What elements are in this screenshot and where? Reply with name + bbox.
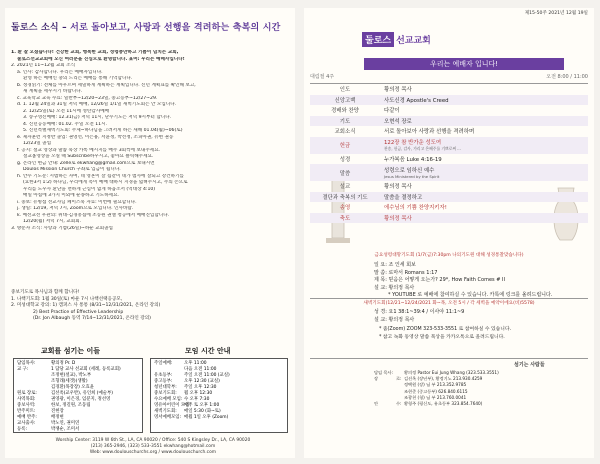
row-label: 주일예배: — [154, 361, 173, 366]
order-label: 기도 — [339, 118, 351, 125]
order-text: 서로 돌아보아 사랑과 선행을 격려하며 — [384, 129, 475, 136]
text-line: 설교홈영상을 오실 때 Subscribe하우시고, 좋아요 클릭해주세요. — [23, 154, 154, 159]
row-label: 중보기도회: — [154, 391, 177, 396]
text-line: 우리를 도우사 환난을 면하게 근심이 없게 하옵소서 (역대상 4:10) — [23, 186, 156, 192]
row-value: 다음 오전 11:00 — [184, 367, 217, 372]
text-line: b. 성경읽기: 전체를 아우르며 세밀하게 계획하는 계획입니다. 신년 계획표를 확인해 보고, — [17, 82, 196, 88]
row-label: 청년대학부: — [154, 385, 177, 390]
text-line: g. 온라인 현금 안내: Zelle로 ekwhang@gmail.com으로 보내시면 — [17, 160, 155, 166]
server-role: 안 — [374, 401, 379, 407]
server-role-suffix: 로: — [396, 376, 402, 382]
text-line: h. 안수 기도문: 시범하는 자여, 네 영혼이 잘 됨같이 네가 범사에 잘되고 강건하기를 — [17, 173, 184, 179]
divider — [310, 298, 588, 299]
order-value — [380, 193, 588, 201]
schedule-box — [150, 358, 288, 433]
text-line: 둘로스선교교회에 오신 여러분을 진심으로 환영합니다. 표어: 우리는 예배자입니다! — [17, 56, 185, 62]
news-title-main: 서로 돌아보고, 사랑과 선행을 격려하는 축복의 시간 — [70, 23, 281, 33]
order-value — [380, 96, 588, 104]
order-row — [310, 154, 588, 165]
left-panel — [5, 8, 295, 458]
text-line: f. 공지: 설교 영상과 말씀 묵상 카톡 메시지를 매주 3회씩에 보내주세요. — [17, 147, 161, 153]
text-line: 중보기도로 목사님과 함께 합니다! — [11, 290, 80, 295]
order-value — [380, 166, 588, 179]
row-label: 교 구: — [17, 367, 29, 372]
order-text: 말씀을 결정하고 — [384, 194, 423, 201]
server-name: 정택원 (장) 님 부 213.352.9785 — [404, 382, 467, 388]
text-line: 환영 하는 예배인 충의 드리는 예배를 통해 기억합니다. — [23, 76, 133, 81]
order-of-worship — [310, 84, 588, 223]
row-value: 김경환(목장장) 오효윤 — [51, 385, 94, 390]
row-value: 수 오후 7:30 — [184, 397, 210, 402]
order-value — [380, 182, 588, 190]
box-row — [154, 415, 284, 421]
text-line: * YOUTUBE 로 예배에 참여하실 수 있습니다. 카톡에 링크를 올려드립니다. — [388, 292, 553, 298]
staff-heading: 교회를 섬기는 이들 — [41, 347, 100, 355]
dawn-prayer-info — [374, 309, 584, 324]
text-line: j. 생일: 12/19, 저녁 7시, Zoom으로 모입니다. 인사바랍. — [17, 206, 134, 211]
row-label: 반주미트: — [17, 409, 36, 414]
order-text: 122장 참 반가운 성도여 — [384, 140, 442, 146]
note-line: * 줌(Zoom) ZOOM 323-533-3551 로 참여하실 수 있습니다. — [379, 327, 512, 332]
order-row — [310, 137, 588, 154]
order-value — [380, 106, 588, 114]
server-name: 조현준 (중고등부) 626.840.6115 — [404, 388, 468, 394]
row-value: 박노연, 권미연 — [51, 421, 80, 426]
text-line: 2. 12/25일(토) 오전 11시에 성탄감사예배 — [23, 108, 110, 114]
server-name: 조광천 (청) 님 부 213.760.0041 — [404, 394, 467, 400]
text-line: 3. 방문자 소식: 사랑과 기쁨(26일)~하순 교회졸업 — [11, 225, 113, 231]
row-value: 매일 5:30 (화~토) — [184, 409, 221, 414]
staff-box — [13, 358, 143, 433]
text-line: 12/20(월) 저녁 7시, 교회회. — [23, 219, 82, 224]
order-row — [310, 164, 588, 181]
server-role: 장 — [374, 376, 379, 382]
servers-heading: 섬기는 사람들 — [514, 362, 545, 368]
server-name: 김선옥 (장년부), 황정기노 213.930.4259 — [404, 376, 483, 382]
order-subtext: Jesus Ministered by the Spirit — [384, 174, 440, 179]
order-value — [380, 214, 588, 222]
order-label: 결단과 축복의 기도 — [322, 194, 368, 201]
order-value — [380, 203, 588, 211]
address-line: Worship Center: 3119 W 6th St., LA, CA 90020 / Office: 540 S Kingsley Dr., LA, CA 90020 — [55, 438, 251, 443]
row-label: 담임목사: — [17, 361, 36, 366]
row-value: 주일 오후 12:30 — [184, 385, 217, 390]
order-text: 성령으로 임하신 예수 — [384, 168, 435, 174]
church-logo — [362, 32, 431, 46]
order-row — [310, 84, 588, 95]
text-line: 1. 환 잘 오셨습니다! 건강한 교회, 행복한 교회, 성령충만하고 기쁨이 넘치는 교회, — [11, 50, 179, 55]
service-times: 오전 8:00 / 11:00 — [546, 74, 588, 80]
row-value: 1 담당 교사 선교회 (세례, 등록교회) — [51, 367, 121, 372]
order-text: 황의정 목사 — [384, 184, 412, 191]
motto-banner: 우리는 예배자 입니다! — [364, 58, 564, 70]
order-text: 에수님의 기쁨 찬양지키자! — [384, 205, 447, 212]
row-label: 새벽기도회: — [154, 409, 177, 414]
order-row — [310, 192, 588, 203]
row-value: 황의정 Pr. D — [51, 361, 76, 366]
text-line: (Dr. Jon Albaugh 동역 7/14~12/31/2021, 온라인 강의) — [33, 316, 151, 321]
text-line: 5. 신년특별새벽기도회: 주제~하나님을 그려서게 하는 새해 01.04(월)~06(토) — [23, 128, 183, 133]
text-line: 설 교: 황의정 목사 — [374, 316, 415, 323]
note-line: * 참고 녹화 동영상 말씀 묵상을 카카오톡으로 올려드립니다. — [379, 334, 505, 340]
row-label: 영서예배모임: — [154, 415, 181, 420]
order-text: 누가복음 Luke 4:16-19 — [384, 156, 442, 163]
church-news-list — [11, 50, 291, 232]
text-line: 말 씀: 로마서 Romans 1:17 — [374, 269, 438, 276]
row-value: 권영광, 이은경, 임분지, 정선영 — [51, 397, 111, 402]
servers-list — [374, 370, 584, 407]
order-row — [310, 95, 588, 106]
logo-part-2: 선교교회 — [396, 35, 431, 46]
news-title-prefix: 둘로스 소식 – — [11, 23, 71, 33]
text-line: 제 목: 믿음은 어떻게 오는가? 29*, How Faith Comes # II — [374, 277, 505, 283]
text-line: Doulos Mission Church 구좌로 입금이 됩니다. — [23, 167, 121, 172]
row-value: 한보, 정길원, 조동림 — [51, 403, 91, 408]
row-label: 중고등부: — [154, 379, 173, 384]
order-row — [310, 181, 588, 192]
order-value — [380, 155, 588, 163]
row-value: 월 오후 12:30 — [184, 391, 213, 396]
text-line: 4. 신년공동예배: 01.02. 주일 오전 11시. — [23, 121, 107, 127]
order-label: 인도 — [339, 87, 351, 94]
season-label: 대림절 4주 — [310, 74, 335, 80]
order-label: 교회소식 — [334, 129, 356, 136]
service-info — [304, 73, 594, 82]
contact-line: (213) 365-2946, (323) 533-3551 ekwhang@hotmail.com — [90, 444, 216, 449]
order-value — [380, 127, 588, 135]
order-text: 황의정 목사 — [384, 215, 412, 222]
row-value: 박쟁순, 조미서 — [51, 427, 80, 432]
text-line: 성 경: 요1 38:1~39:4 / 이사야 11:1~9 — [374, 309, 465, 315]
order-value — [380, 85, 588, 93]
text-line: 매일 아침에 3가지 이외에 순종하고 기도하세요. — [23, 193, 119, 198]
order-label: 성경 — [339, 156, 351, 163]
row-label: 등록: — [17, 427, 27, 432]
news-title — [11, 20, 281, 33]
order-row — [310, 105, 588, 116]
row-value: 오후 11:00 — [184, 361, 207, 366]
row-label: 수요예배 모임: — [154, 397, 183, 402]
church-address — [11, 438, 295, 456]
row-value: 오후 12:30 (교실) — [184, 379, 220, 384]
row-value: 조정현(설교), 박노부 — [51, 373, 92, 378]
server-name: 황의정 Pastor Eui Jung Whang (323.533.3551) — [404, 370, 499, 375]
text-line: 1. 나핵기도회: 1월 30일(토) 마운 7시 나핵선택응공모, — [11, 296, 123, 302]
row-label: 중보사역: — [17, 403, 36, 408]
text-line: c. 교육학교 교육 수료: 일반부~12/20~23일, 중고등부~12/27~29. — [17, 95, 158, 101]
server-role-suffix: 수: — [396, 401, 402, 407]
text-line: 설 교: 황의정 목사 — [374, 284, 415, 291]
order-subtext: 찬송, 헌금, 감사, 가리고 은혜주를 기쁘로써 ... — [384, 146, 461, 151]
server-name: 황형주 (평신도, 유초등부 323.854.7640) — [404, 401, 483, 407]
order-text: 다같이 — [384, 108, 400, 115]
server-role: 담임 목사: — [374, 370, 393, 375]
schedule-heading: 모임 시간 안내 — [185, 347, 231, 355]
server-row — [374, 401, 584, 407]
order-row — [310, 126, 588, 137]
row-value: 매월 1일 오후 (Zoom) — [184, 415, 229, 420]
text-line: d. 1. 12월 24일과 31일 저녁 예배, 12/26일 1/1일 새벽기도회는 안 모입니다. — [17, 102, 177, 107]
text-line: i. 중보: 유병섭 선교사님 페이스북 자료: 이번에 필요합니다. — [17, 199, 137, 205]
dawn-prayer-notes — [379, 326, 511, 341]
text-line: 2. 미성대학교 강의: 1) 캠퍼스 사 통통 (8/31~12/31/2021, 온라인 강의) — [11, 303, 161, 308]
order-text: 황의정 목사 — [384, 87, 412, 94]
order-label: 헌금 — [339, 143, 351, 149]
text-line: (요한3서 1:2) 하나님, 우리에게 복이 예배 대하시 지경을 넓혀주시고, 주의 손으로 — [23, 180, 188, 185]
order-text: 사도신경 Apostle's Creed — [384, 97, 449, 104]
order-value — [380, 138, 588, 152]
dawn-prayer-title: 새벽기도회(12/21~12/24/2021 화~목, 오전 5시 / 각 세벽을 예약이에요(비)5578) — [363, 301, 535, 306]
row-value: 조형래(세겟)(생활) — [51, 379, 88, 384]
text-line: e. 제자훈련 지정반 졸업: 권영선, 이은용, 서윤정, 박선정, 소피아권, 유현 권동 — [17, 134, 174, 140]
text-line: 일 요: 조 인세 회보 — [374, 262, 416, 268]
order-label: 말씀 — [339, 170, 351, 177]
order-label: 송영 — [339, 205, 351, 212]
order-value — [380, 117, 588, 125]
bulletin-date: 제15-50주 2021년 12월 19일 — [524, 11, 588, 16]
text-line: 3. 송구영신예배: 12.31(금) 저녁 11시, 단수기도는 저녁 9시부터 합니다. — [23, 115, 172, 120]
text-line: 2) Best Practice of Effective Leadership — [33, 309, 124, 315]
row-label: 유초등부: — [154, 373, 173, 378]
row-label: 사역목회: — [17, 397, 36, 402]
website-line: Web: www.doulouschurchs.org / www.doulouschurch.com — [89, 450, 217, 455]
row-label: 예배 반주: — [17, 415, 37, 420]
order-label: 신앙고백 — [334, 97, 356, 104]
friday-prayer-notice: 금요성령대망기도회 (1/7(금)7:30pm 나의기도원 대해 성경통찰맞습니다) — [374, 253, 524, 258]
row-value: 배정현 — [51, 415, 64, 420]
text-line: 2. 2021년 11~12월 교회 소식 — [11, 63, 76, 68]
order-text: 오현석 장로 — [384, 118, 412, 125]
text-line: 12/23일 졸업 — [23, 141, 52, 146]
row-value: 주일 오전 11:00 (교실) — [184, 373, 230, 378]
row-label: 교사출사: — [17, 421, 36, 426]
order-label: 축도 — [339, 215, 351, 222]
logo-part-1: 둘로스 — [362, 32, 394, 47]
bible-study-info — [374, 262, 584, 300]
text-line: a. 인사: 감사합니다. 우리는 예배자입니다. — [17, 69, 103, 75]
row-value: 진현장 — [51, 409, 64, 414]
row-label: 영유아어린이 모임: — [154, 403, 191, 408]
text-line: 새 계획을 세우시기 바랍니다. — [23, 89, 83, 94]
divider — [310, 358, 588, 359]
row-value: 김선옥(교우반), 유인희 (예술부) — [51, 391, 113, 396]
row-value: 매주 토 오후 1:00 — [184, 403, 220, 408]
order-row — [310, 202, 588, 213]
pastor-prayer-list — [11, 290, 291, 323]
row-label: 원로 장로: — [17, 391, 37, 396]
text-line: k. 예선교선 우관의: 위대-김경흥집에 조동원 권앨 청공에서 예배진입합니다. — [17, 212, 170, 218]
order-row — [310, 116, 588, 127]
right-panel — [304, 8, 594, 458]
box-row — [17, 427, 139, 433]
order-row — [310, 213, 588, 224]
order-label: 경배와 찬양 — [331, 108, 359, 115]
order-label: 설교 — [339, 184, 351, 191]
